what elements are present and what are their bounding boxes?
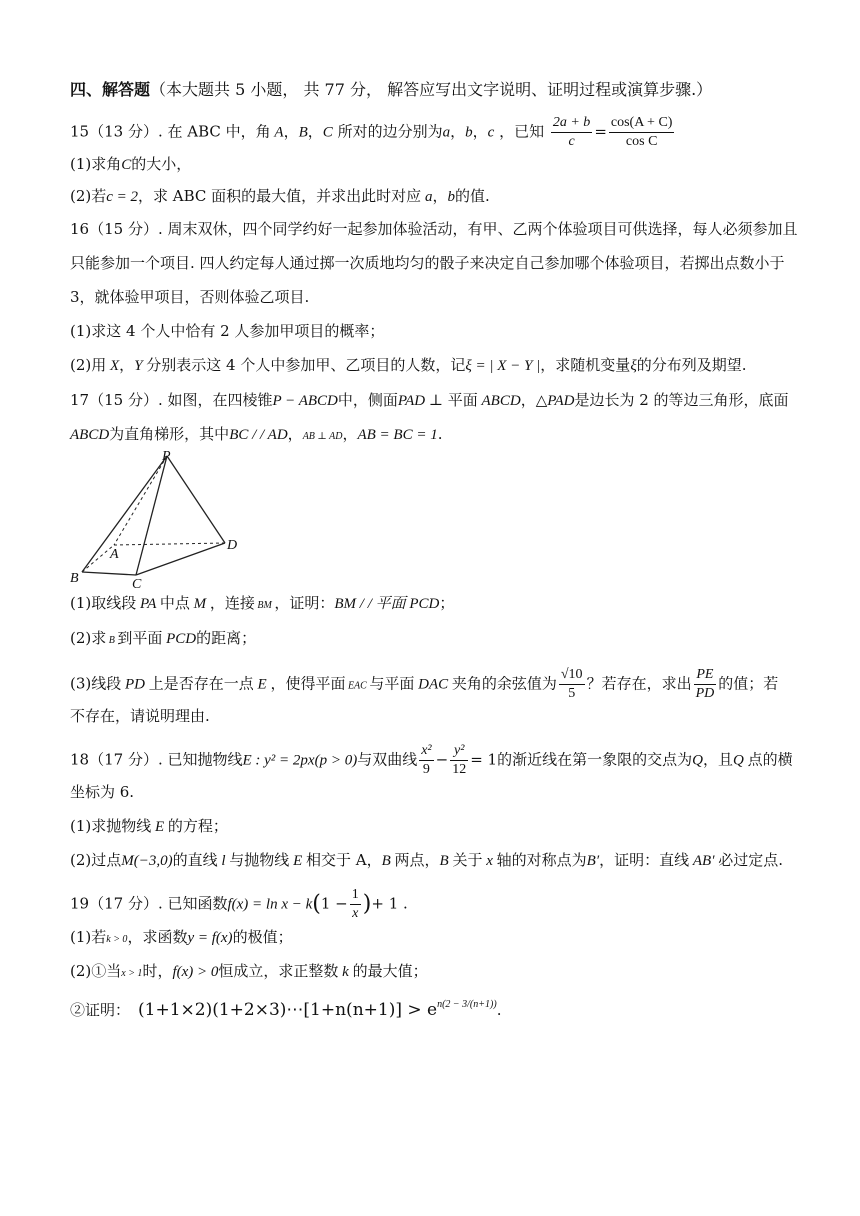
- edge-bc: [82, 572, 136, 575]
- q18-line1: 18（17 分）. 已知抛物线E : y² = 2px(p > 0)与双曲线 $\frac{\text{x²}}{9}$ − $\frac{\text{y²}}{12}$ = 1的渐近线在第一象限的交点为Q，且Q 点的横: [70, 743, 793, 777]
- q16-part2: (2)用 X，Y 分别表示这 4 个人中参加甲、乙项目的人数，记ξ = | X − Y |，求随机变量ξ的分布列及期望.: [70, 356, 747, 374]
- q19-part3: ②证明： (1+1×2)(1+2×3)⋯[1+n(n+1)] > $e^{n(2 - 3/(n+1))}$.: [70, 999, 502, 1020]
- edge-pb: [82, 456, 167, 572]
- section-note: （本大题共 5 小题， 共 77 分， 解答应写出文字说明、证明过程或演算步骤.）: [150, 80, 713, 99]
- q18-part2: (2)过点M(−3,0)的直线 l 与抛物线 E 相交于 A，B 两点，B 关于 x 轴的对称点为B′，证明：直线 AB′ 必过定点.: [70, 851, 784, 869]
- q16-line3: 3，就体验甲项目，否则体验乙项目.: [70, 288, 310, 306]
- q17-part3-cont: 不存在，请说明理由.: [70, 707, 210, 725]
- q17-part3: (3)线段 PD 上是否存在一点 E ，使得平面 EAC 与平面 DAC 夹角的余弦值为 $\frac{√10}{5}$ ？若存在，求出 $\frac{PE}{PD}$ 的值；若: [70, 667, 779, 701]
- edge-cd: [136, 543, 225, 575]
- q19-line1: 19（17 分）. 已知函数f(x) = ln x − k(1 − $\frac{1}{x}$ )+ 1 .: [70, 887, 408, 921]
- q16-line1: 16（15 分）. 周末双休，四个同学约好一起参加体验活动，有甲、乙两个体验项目可供选择，每人必须参加且: [70, 220, 798, 238]
- q17-line2: ABCD为直角梯形，其中BC / / AD，AB ⊥ AD，AB = BC = 1.: [70, 425, 443, 443]
- label-b: B: [70, 571, 79, 586]
- q18-line2: 坐标为 6.: [70, 783, 135, 801]
- label-c: C: [132, 577, 142, 588]
- q17-line1: 17（15 分）. 如图，在四棱锥P − ABCD中，侧面PAD ⊥ 平面 ABCD，△PAD是边长为 2 的等边三角形，底面: [70, 391, 789, 409]
- q15-part2: (2)若c = 2，求 ABC 面积的最大值，并求出此时对应 a，b的值.: [70, 187, 490, 205]
- q19-part1: (1)若k > 0，求函数y = f(x)的极值；: [70, 928, 293, 946]
- q19-part2: (2)①当x > 1时，f(x) > 0恒成立，求正整数 k 的最大值；: [70, 962, 428, 980]
- edge-pa-hidden: [114, 456, 167, 545]
- q15-frac-left: $\frac{2a + b}{c}$: [552, 115, 591, 149]
- label-d: D: [227, 538, 238, 553]
- q17-part1: (1)取线段 PA 中点 M ，连接 BM ，证明：BM / / 平面 PCD；: [70, 594, 455, 612]
- q16-part1: (1)求这 4 个人中恰有 2 人参加甲项目的概率；: [70, 322, 385, 340]
- label-p: P: [162, 449, 171, 464]
- q15-frac-right: $\frac{\cos(A + C)}{\text{cos C}}$: [610, 115, 673, 149]
- label-a: A: [110, 547, 119, 562]
- edge-ad-hidden: [114, 543, 225, 545]
- q15-part1: (1)求角C的大小，: [70, 155, 192, 173]
- pyramid-figure: [70, 448, 250, 588]
- q16-line2: 只能参加一个项目. 四人约定每人通过掷一次质地均匀的骰子来决定自己参加哪个体验项目，若掷出点数小于: [70, 254, 785, 272]
- q15-stem: 15（13 分）. 在 ABC 中，角 A，B，C 所对的边分别为a，b，c ，已知 $\frac{2a + b}{c}$ = $\frac{\cos(A + C)}{\text{cos C}}$: [70, 115, 673, 149]
- q18-part1: (1)求抛物线 E 的方程；: [70, 817, 228, 835]
- section-heading: [70, 80, 712, 100]
- edge-pd: [167, 456, 225, 543]
- edge-pc: [136, 456, 167, 575]
- q17-part2: (2)求 B 到平面 PCD的距离；: [70, 629, 257, 647]
- section-title: 四、解答题: [70, 80, 151, 99]
